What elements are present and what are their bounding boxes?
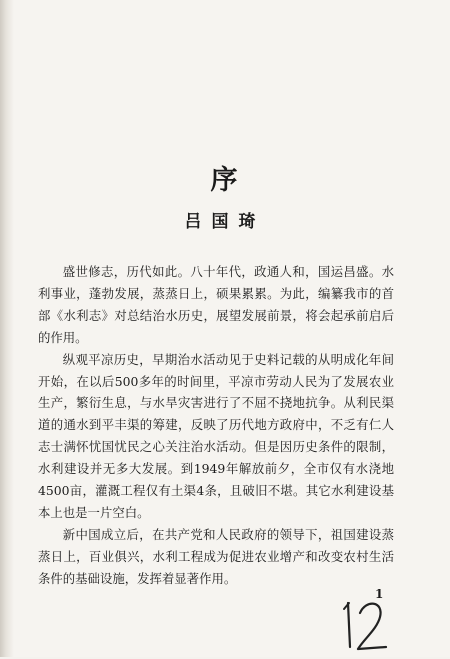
page-binding-edge bbox=[0, 0, 14, 657]
preface-title: 序 bbox=[210, 165, 240, 196]
paragraph-2: 纵观平凉历史，早期治水活动见于史料记载的从明成化年间开始，在以后500多年的时间里，平凉市劳动人民为了发展农业生产，繁衍生息，与水旱灾害进行了不屈不挠地抗争。从利民渠道的通水到平丰渠的筹建，反映了历代地方政府中，不乏有仁人志士满怀忧国忧民之心关注治水活动。但是因历史条件的限制，水利建设并无多大发展。到1949年解放前夕，全市仅有水浇地4500亩，灌溉工程仅有土渠4条，且破旧不堪。其它水利建设基本上也是一片空白。 bbox=[38, 351, 394, 520]
handwritten-mark-drawing bbox=[340, 595, 395, 655]
preface-body bbox=[38, 261, 394, 590]
paragraph-3: 新中国成立后，在共产党和人民政府的领导下，祖国建设蒸蒸日上，百业俱兴，水利工程成为促进农业增产和改变农村生活条件的基础设施，发挥着显著作用。 bbox=[38, 526, 394, 586]
handwritten-page-mark bbox=[340, 595, 395, 655]
paragraph-1: 盛世修志，历代如此。八十年代，政通人和，国运昌盛。水利事业，蓬勃发展，蒸蒸日上，硕果累累。为此，编纂我市的首部《水利志》对总结治水历史，展望发展前景，将会起承前启后的作用。 bbox=[38, 264, 394, 345]
page-number: 1 bbox=[375, 587, 384, 601]
author-name: 吕国琦 bbox=[184, 212, 266, 232]
